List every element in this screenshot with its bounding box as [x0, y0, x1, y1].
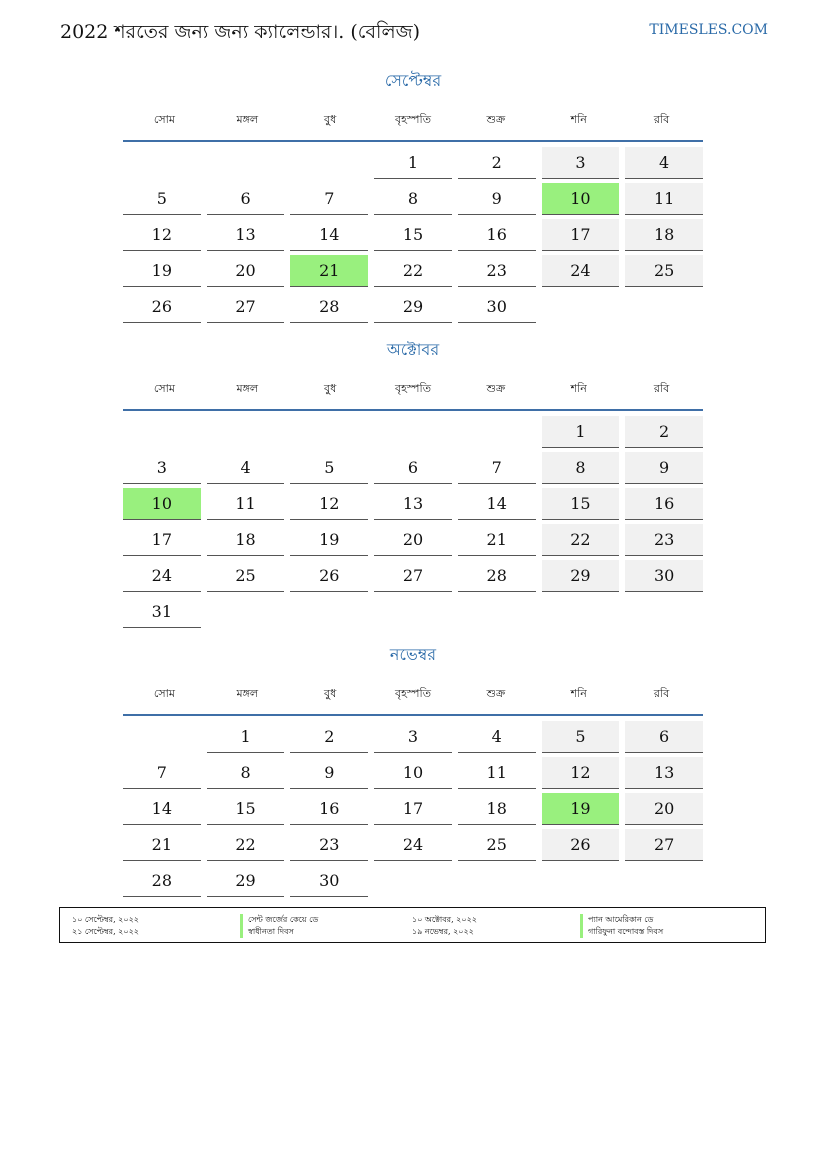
- day-cell: 13: [207, 219, 285, 251]
- weekday-header: [123, 369, 703, 411]
- day-cell: 13: [625, 757, 703, 789]
- site-link[interactable]: TIMESLES.COM: [649, 22, 768, 38]
- day-cell: 5: [123, 183, 201, 215]
- day-cell: 21: [458, 524, 536, 556]
- day-cell: 17: [123, 524, 201, 556]
- weekday-label: বৃহস্পতি: [395, 382, 431, 395]
- weekday-label: সোম: [153, 687, 175, 700]
- day-cell: 18: [458, 793, 536, 825]
- day-cell: 23: [290, 829, 368, 861]
- day-cell: 6: [625, 721, 703, 753]
- day-cell: 18: [625, 219, 703, 251]
- day-cell: 5: [290, 452, 368, 484]
- day-grid: [123, 146, 703, 326]
- day-cell: 1: [374, 147, 452, 179]
- month-november: [123, 642, 703, 900]
- day-cell: 25: [625, 255, 703, 287]
- day-grid: [123, 720, 703, 900]
- holiday-legend: [59, 907, 766, 943]
- day-cell: 13: [374, 488, 452, 520]
- day-cell: 20: [374, 524, 452, 556]
- day-cell: 5: [542, 721, 620, 753]
- weekday-label: বৃহস্পতি: [395, 687, 431, 700]
- day-cell: 15: [207, 793, 285, 825]
- weekday-label: মঙ্গল: [236, 113, 259, 126]
- page-title: 2022 শরতের জন্য জন্য ক্যালেন্ডার।. (বেলিজ): [60, 21, 421, 43]
- day-cell: 4: [625, 147, 703, 179]
- legend-date: ১০ সেপ্টেম্বর, ২০২২: [72, 915, 139, 924]
- day-cell: 15: [542, 488, 620, 520]
- day-cell: 2: [458, 147, 536, 179]
- day-cell: 2: [290, 721, 368, 753]
- day-cell: 8: [542, 452, 620, 484]
- month-october: [123, 337, 703, 631]
- day-cell: 29: [542, 560, 620, 592]
- legend-holiday: স্বাধীনতা দিবস: [240, 926, 410, 938]
- day-cell: 24: [542, 255, 620, 287]
- empty-cell: [374, 416, 452, 447]
- day-cell: 11: [625, 183, 703, 215]
- holiday-day-cell: 21: [290, 255, 368, 287]
- day-cell: 3: [542, 147, 620, 179]
- day-cell: 26: [542, 829, 620, 861]
- empty-cell: [207, 416, 285, 447]
- legend-holiday: প্যান আমেরিকান ডে: [580, 914, 750, 926]
- weekday-label: মঙ্গল: [236, 687, 259, 700]
- day-cell: 12: [290, 488, 368, 520]
- empty-cell: [290, 416, 368, 447]
- day-cell: 8: [374, 183, 452, 215]
- month-title: অক্টোবর: [386, 340, 440, 359]
- month-title: সেপ্টেম্বর: [384, 71, 442, 90]
- day-cell: 27: [625, 829, 703, 861]
- weekday-label: সোম: [153, 113, 175, 126]
- day-cell: 30: [625, 560, 703, 592]
- weekday-label: শনি: [570, 382, 587, 395]
- day-cell: 11: [458, 757, 536, 789]
- weekday-label: বুধ: [323, 382, 337, 395]
- day-cell: 7: [123, 757, 201, 789]
- empty-cell: [207, 147, 285, 178]
- legend-date: ১০ অক্টোবর, ২০২২: [412, 915, 477, 924]
- month-september: [123, 68, 703, 326]
- day-cell: 22: [374, 255, 452, 287]
- day-cell: 19: [123, 255, 201, 287]
- legend-holiday: সেন্ট জর্জের কেয়ে ডে: [240, 914, 410, 926]
- weekday-label: সোম: [153, 382, 175, 395]
- day-cell: 9: [290, 757, 368, 789]
- weekday-header: [123, 674, 703, 716]
- day-cell: 4: [207, 452, 285, 484]
- weekday-header: [123, 100, 703, 142]
- empty-cell: [290, 147, 368, 178]
- day-cell: 17: [542, 219, 620, 251]
- day-cell: 29: [374, 291, 452, 323]
- day-cell: 16: [458, 219, 536, 251]
- empty-cell: [123, 721, 201, 752]
- day-cell: 11: [207, 488, 285, 520]
- weekday-label: বুধ: [323, 113, 337, 126]
- day-cell: 23: [458, 255, 536, 287]
- empty-cell: [123, 416, 201, 447]
- holiday-day-cell: 10: [542, 183, 620, 215]
- empty-cell: [123, 147, 201, 178]
- day-cell: 3: [123, 452, 201, 484]
- day-cell: 10: [374, 757, 452, 789]
- day-cell: 28: [123, 865, 201, 897]
- day-cell: 28: [458, 560, 536, 592]
- legend-date: ১৯ নভেম্বর, ২০২২: [412, 927, 474, 936]
- weekday-label: শুক্র: [486, 687, 506, 700]
- day-cell: 12: [542, 757, 620, 789]
- day-grid: [123, 415, 703, 631]
- day-cell: 20: [207, 255, 285, 287]
- weekday-label: বৃহস্পতি: [395, 113, 431, 126]
- day-cell: 18: [207, 524, 285, 556]
- day-cell: 14: [458, 488, 536, 520]
- weekday-label: শনি: [570, 687, 587, 700]
- day-cell: 8: [207, 757, 285, 789]
- day-cell: 7: [458, 452, 536, 484]
- day-cell: 23: [625, 524, 703, 556]
- legend-holiday: গারিফুনা বন্দোবস্ত দিবস: [580, 926, 750, 938]
- day-cell: 25: [207, 560, 285, 592]
- day-cell: 27: [207, 291, 285, 323]
- month-title: নভেম্বর: [389, 645, 437, 664]
- day-cell: 29: [207, 865, 285, 897]
- day-cell: 30: [458, 291, 536, 323]
- day-cell: 24: [123, 560, 201, 592]
- weekday-label: মঙ্গল: [236, 382, 259, 395]
- day-cell: 25: [458, 829, 536, 861]
- holiday-day-cell: 19: [542, 793, 620, 825]
- weekday-label: রবি: [653, 113, 670, 126]
- weekday-label: শুক্র: [486, 113, 506, 126]
- day-cell: 6: [374, 452, 452, 484]
- day-cell: 14: [123, 793, 201, 825]
- day-cell: 20: [625, 793, 703, 825]
- weekday-label: বুধ: [323, 687, 337, 700]
- day-cell: 6: [207, 183, 285, 215]
- weekday-label: রবি: [653, 382, 670, 395]
- day-cell: 1: [542, 416, 620, 448]
- day-cell: 15: [374, 219, 452, 251]
- day-cell: 22: [207, 829, 285, 861]
- weekday-label: শুক্র: [486, 382, 506, 395]
- day-cell: 4: [458, 721, 536, 753]
- day-cell: 1: [207, 721, 285, 753]
- day-cell: 2: [625, 416, 703, 448]
- day-cell: 19: [290, 524, 368, 556]
- day-cell: 16: [625, 488, 703, 520]
- legend-date: ২১ সেপ্টেম্বর, ২০২২: [72, 927, 139, 936]
- day-cell: 3: [374, 721, 452, 753]
- day-cell: 26: [123, 291, 201, 323]
- day-cell: 21: [123, 829, 201, 861]
- weekday-label: রবি: [653, 687, 670, 700]
- day-cell: 16: [290, 793, 368, 825]
- day-cell: 14: [290, 219, 368, 251]
- day-cell: 12: [123, 219, 201, 251]
- day-cell: 9: [458, 183, 536, 215]
- day-cell: 27: [374, 560, 452, 592]
- day-cell: 31: [123, 596, 201, 628]
- day-cell: 26: [290, 560, 368, 592]
- day-cell: 22: [542, 524, 620, 556]
- weekday-label: শনি: [570, 113, 587, 126]
- day-cell: 24: [374, 829, 452, 861]
- day-cell: 9: [625, 452, 703, 484]
- day-cell: 28: [290, 291, 368, 323]
- day-cell: 7: [290, 183, 368, 215]
- day-cell: 17: [374, 793, 452, 825]
- day-cell: 30: [290, 865, 368, 897]
- empty-cell: [458, 416, 536, 447]
- holiday-day-cell: 10: [123, 488, 201, 520]
